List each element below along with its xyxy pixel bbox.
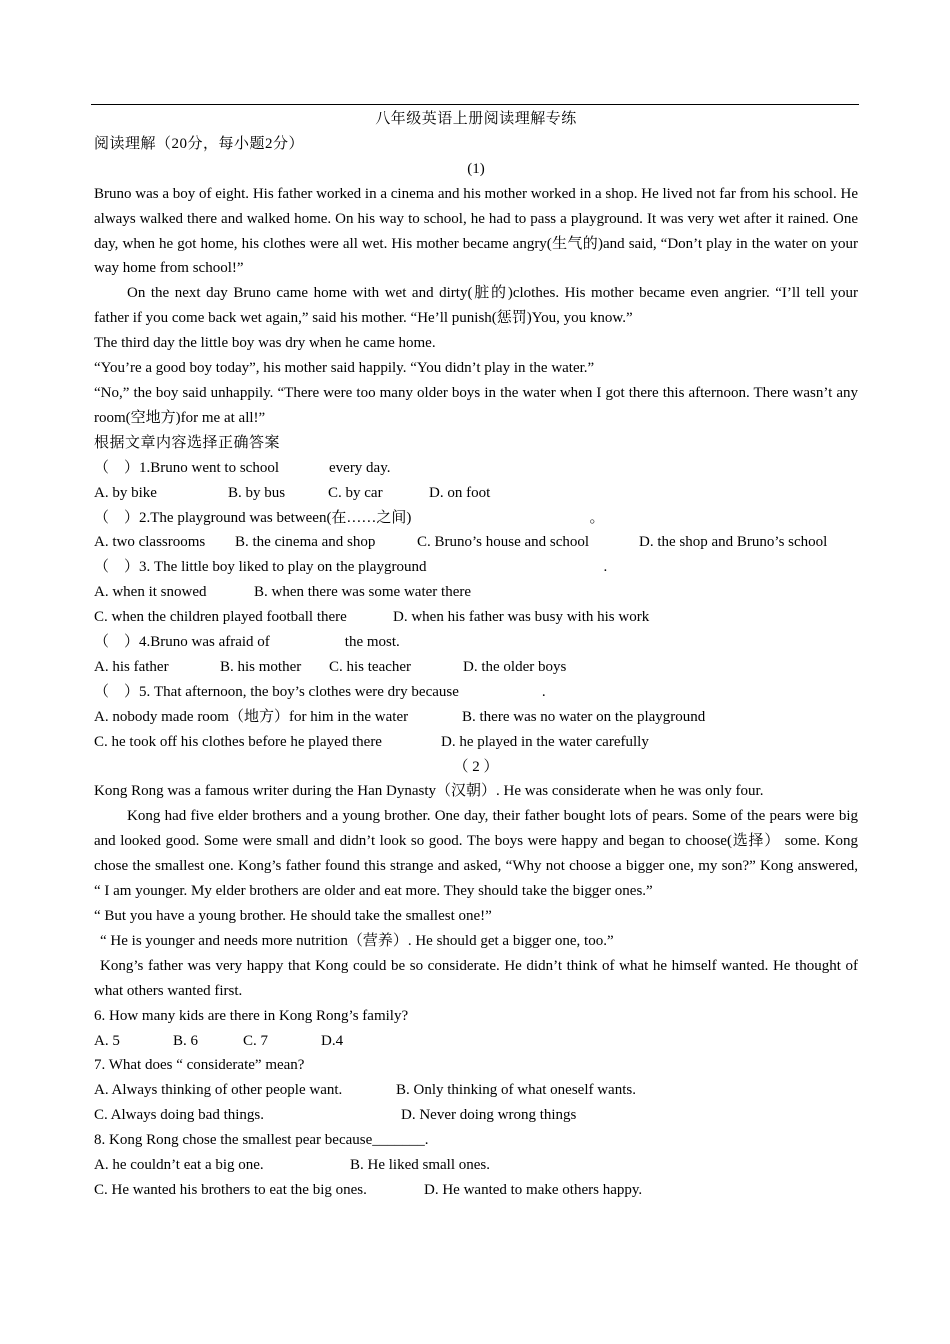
question-stem: （ ）5. That afternoon, the boy’s clothes were dry because — [94, 683, 459, 700]
passage1-paragraph-1: Bruno was a boy of eight. His father worked in a cinema and his mother worked in a shop. He lived not far from his school. He always walked there and walked home. On his way to school, he had to pass a playground. It was very wet after it rained. One day, when he got home, his clothes were all wet. His mother became angry(生气的)and said, “Don’t play in the water on your way home from school!” — [94, 185, 858, 277]
option-a[interactable]: A. nobody made room（地方）for him in the water — [94, 708, 409, 725]
passage2-paragraph-4: “ He is younger and needs more nutrition（营养）. He should get a bigger one, too.” — [100, 932, 614, 949]
option-b[interactable]: B. when there was some water there — [254, 584, 472, 601]
section-header: 阅读理解（20分，每小题2分） — [94, 135, 305, 152]
option-b[interactable]: B. 6 — [173, 1032, 199, 1049]
passage2-paragraph-1: Kong Rong was a famous writer during the Han Dynasty（汉朝）. He was considerate when he was only four. — [94, 783, 764, 800]
passage2-paragraph-3: “ But you have a young brother. He should take the smallest one!” — [94, 908, 492, 924]
question-stem-end: the most. — [344, 634, 400, 651]
question-4-options — [94, 655, 858, 680]
option-d[interactable]: D. he played in the water carefully — [441, 733, 649, 750]
question-stem-end: 。 — [589, 509, 605, 526]
passage1-paragraph-3: The third day the little boy was dry when he came home. — [94, 335, 436, 352]
option-d[interactable]: D. He wanted to make others happy. — [424, 1181, 643, 1198]
header-rule — [91, 104, 859, 105]
page-title: 八年级英语上册阅读理解专练 — [375, 111, 577, 127]
option-d[interactable]: D. when his father was busy with his work — [393, 609, 650, 626]
option-a[interactable]: A. two classrooms — [94, 534, 206, 551]
question-stem: （ ）4.Bruno was afraid of — [94, 634, 270, 651]
option-c[interactable]: C. he took off his clothes before he played there — [94, 733, 382, 750]
question-1-options — [94, 481, 858, 506]
question-6: 6. How many kids are there in Kong Rong’s family? — [94, 1007, 409, 1024]
option-a[interactable]: A. his father — [94, 658, 169, 675]
option-c[interactable]: C. 7 — [243, 1032, 269, 1049]
option-b[interactable]: B. Only thinking of what oneself wants. — [396, 1082, 636, 1099]
option-b[interactable]: B. there was no water on the playground — [462, 708, 706, 725]
option-d[interactable]: D. Never doing wrong things — [401, 1107, 577, 1124]
option-d[interactable]: D. on foot — [429, 484, 491, 501]
question-8-options-row-2 — [94, 1178, 858, 1203]
question-7-options-row-2 — [94, 1103, 858, 1128]
option-a[interactable]: A. 5 — [94, 1032, 120, 1049]
question-5-options — [94, 705, 858, 730]
question-8-options — [94, 1153, 858, 1178]
question-2-options — [94, 530, 858, 555]
question-3-options-row-2 — [94, 605, 858, 630]
worksheet — [94, 107, 858, 1203]
question-stem-end: . — [541, 683, 546, 700]
question-5 — [94, 680, 858, 705]
option-b[interactable]: B. his mother — [220, 658, 302, 675]
question-stem-end: . — [603, 559, 608, 576]
question-6-options — [94, 1029, 858, 1054]
option-b[interactable]: B. He liked small ones. — [350, 1157, 490, 1174]
passage1-paragraph-5: “No,” the boy said unhappily. “There were too many older boys in the water when I got there this afternoon. There wasn’t any room(空地方)for me at all!” — [94, 384, 858, 426]
option-a[interactable]: A. he couldn’t eat a big one. — [94, 1157, 264, 1174]
question-7-options — [94, 1078, 858, 1103]
question-3-options — [94, 580, 858, 605]
option-d[interactable]: D. the older boys — [463, 658, 567, 675]
option-c[interactable]: C. He wanted his brothers to eat the big ones. — [94, 1181, 367, 1198]
question-8: 8. Kong Rong chose the smallest pear because_______. — [94, 1132, 429, 1149]
question-2 — [94, 506, 858, 531]
question-4 — [94, 630, 858, 655]
question-7: 7. What does “ considerate” mean? — [94, 1057, 305, 1074]
question-stem: （ ）1.Bruno went to school — [94, 459, 279, 476]
option-a[interactable]: A. by bike — [94, 484, 157, 501]
question-1 — [94, 456, 858, 481]
option-b[interactable]: B. by bus — [228, 484, 286, 501]
option-c[interactable]: C. Bruno’s house and school — [417, 534, 590, 551]
question-stem: （ ）3. The little boy liked to play on the playground — [94, 559, 427, 576]
passage2-number: （ 2 ） — [453, 758, 499, 775]
option-c[interactable]: C. by car — [328, 484, 383, 501]
passage2-paragraph-2: Kong had five elder brothers and a young brother. One day, their father bought lots of pears. Some of the pears were big and looked good. Some were small and didn’t look so good. The boys were happy and began to choose(选择） some. Kong chose the smallest one. Kong’s father found this strange and asked, “Why not choose a bigger one, my son?” Kong answered, “ I am younger. My elder brothers are older and eat more. They should take the bigger ones.” — [94, 808, 858, 900]
question-3 — [94, 555, 858, 580]
option-c[interactable]: C. when the children played football there — [94, 609, 347, 626]
question-stem-end: every day. — [329, 459, 391, 476]
passage1-number: (1) — [467, 160, 485, 177]
passage1-paragraph-4: “You’re a good boy today”, his mother said happily. “You didn’t play in the water.” — [94, 360, 595, 377]
question-5-options-row-2 — [94, 730, 858, 755]
option-a[interactable]: A. when it snowed — [94, 584, 207, 601]
option-b[interactable]: B. the cinema and shop — [235, 534, 376, 551]
option-c[interactable]: C. Always doing bad things. — [94, 1107, 265, 1124]
option-c[interactable]: C. his teacher — [329, 658, 412, 675]
option-a[interactable]: A. Always thinking of other people want. — [94, 1082, 343, 1099]
passage1-paragraph-2: On the next day Bruno came home with wet and dirty(脏的)clothes. His mother became even angrier. “I’ll tell your father if you come back wet again,” said his mother. “He’ll punish(惩罚)You, you know.” — [94, 285, 858, 327]
question-stem: （ ）2.The playground was between(在……之间) — [94, 509, 412, 526]
option-d[interactable]: D. the shop and Bruno’s school — [639, 534, 828, 551]
passage2-paragraph-5: Kong’s father was very happy that Kong could be so considerate. He didn’t think of what he himself wanted. He thought of what others wanted first. — [94, 957, 858, 999]
passage1-instruction: 根据文章内容选择正确答案 — [94, 434, 281, 451]
option-d[interactable]: D.4 — [321, 1032, 344, 1049]
